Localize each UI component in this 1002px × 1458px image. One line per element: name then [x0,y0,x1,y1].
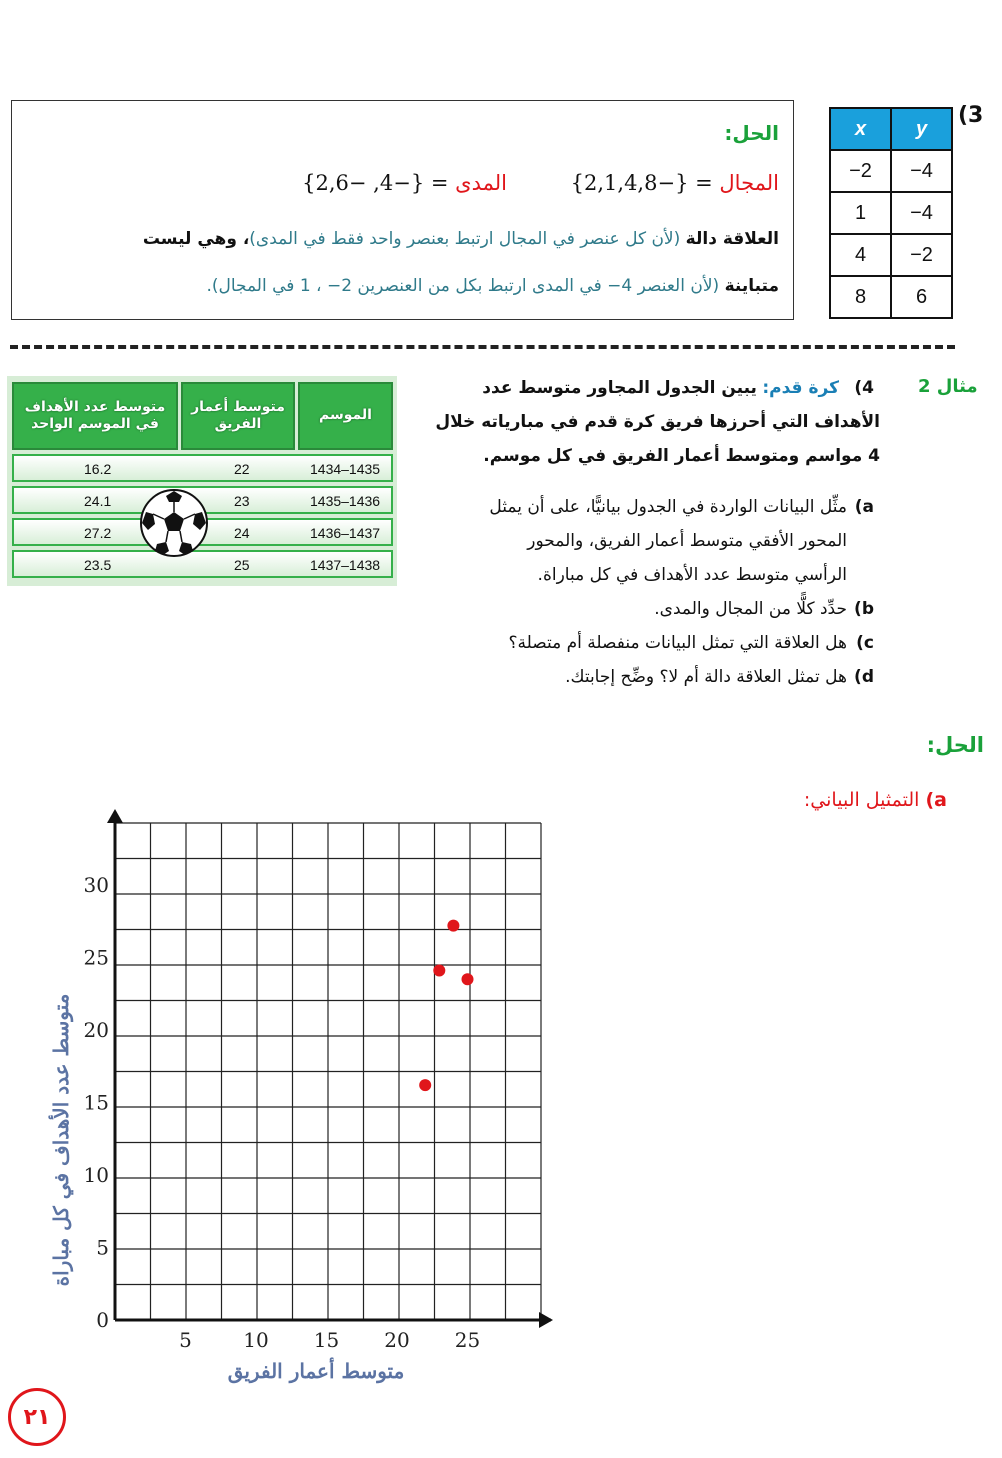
domain-line [571,171,779,195]
goals-header: متوسط عدد الأهداف في الموسم الواحد [12,382,178,450]
table-row [830,276,952,318]
season-cell: 1436–1437 [310,525,381,541]
season-cell: 1437–1438 [310,557,381,573]
domain-value: = {−2,1,4,8} [570,171,713,195]
solution-label: الحل: [724,121,779,145]
inequality-reason: (لأن العنصر 4− في المدى ارتبط بكل من العنصرين 2− ، 1 في المجال). [206,276,720,296]
y-tick-label: 15 [83,1090,109,1115]
chart-grid [115,823,541,1320]
range-line [302,171,507,195]
inequality-line [206,276,779,296]
question-number: 4) [854,378,874,398]
y-cell: −4 [891,150,952,192]
x-tick-label: 10 [243,1328,269,1352]
y-tick-label: 0 [96,1308,109,1332]
scatter-chart [30,800,570,1400]
y-axis-label: متوسط عدد الأهداف في كل مباراة [49,993,73,1287]
solution-part-letter: a) [925,789,947,811]
y-cell: 6 [891,276,952,318]
x-tick-label: 20 [384,1328,410,1352]
function-continuation: ، وهي ليست [142,229,250,249]
data-point [419,1079,431,1091]
question-intro-line-1 [434,371,874,405]
goals-cell: 27.2 [84,525,112,541]
y-cell: −4 [891,192,952,234]
xy-table [829,107,953,319]
table-row [12,454,393,482]
function-reason: (لأن كل عنصر في المجال ارتبط بعنصر واحد فقط في المدى) [249,229,681,249]
table-row [830,192,952,234]
table-header-row [830,108,952,150]
goals-cell: 23.5 [84,557,112,573]
x-axis-label: متوسط أعمار الفريق [227,1359,405,1383]
part-a-line-3: الرأسي متوسط عدد الأهداف في كل مباراة. [537,565,847,585]
page-number-badge [8,1388,66,1446]
solution-box [11,100,794,320]
part-d [407,660,874,694]
page-number: ٢١ [23,1404,51,1430]
range-label: المدى [455,171,507,195]
dashed-divider [10,345,955,349]
domain-label: المجال [719,171,779,195]
x-cell: 8 [830,276,891,318]
part-d-letter: d) [854,667,874,687]
data-point [433,965,445,977]
goals-cell: 24.1 [84,493,112,509]
table-row [830,234,952,276]
question-intro-2: الأهداف التي أحرزها فريق كرة قدم في مبارياته خلال [435,412,880,432]
part-a-line-1: مثِّل البيانات الواردة في الجدول بيانيًّا، على أن يمثل [489,497,847,517]
question-intro-1: يبين الجدول المجاور متوسط عدد [482,378,757,398]
problem-number: (3 [958,103,984,128]
goals-cell: 16.2 [84,461,112,477]
table-row [830,150,952,192]
part-b [407,592,874,626]
part-a-line-2: المحور الأفقي متوسط أعمار الفريق، والمحور [527,531,847,551]
part-a-letter: a) [854,497,874,517]
question-block [434,371,880,473]
question-topic: كرة قدم: [762,378,839,398]
x-header: x [830,108,891,150]
x-tick-label: 25 [454,1328,481,1352]
function-statement: العلاقة دالة [685,229,779,249]
y-tick-label: 25 [83,945,109,970]
season-cell: 1435–1436 [310,493,381,509]
age-cell: 23 [234,493,250,509]
question-parts [407,490,874,694]
range-value: = {−4, −2,6} [302,171,449,195]
x-cell: −2 [830,150,891,192]
chart-axes [107,809,553,1328]
solution-part-title: التمثيل البياني: [803,789,920,811]
y-tick-label: 20 [83,1018,109,1042]
y-tick-label: 5 [96,1235,109,1260]
question-intro-3: 4 مواسم ومتوسط أعمار الفريق في كل موسم. [483,446,880,466]
chart-tick-labels [84,873,481,1352]
soccer-ball-icon [139,488,209,558]
age-cell: 25 [234,557,250,573]
chart-points [419,920,473,1092]
x-axis-arrow-icon [539,1312,553,1328]
season-header: الموسم [298,382,393,450]
age-cell: 22 [234,461,250,477]
y-tick-label: 30 [83,873,109,897]
data-point [462,973,474,985]
season-cell: 1434–1435 [310,461,381,477]
example-label: مثال 2 [918,376,978,397]
function-line [143,229,779,249]
part-c [407,626,874,660]
x-tick-label: 5 [179,1328,192,1352]
part-a-solution [804,789,947,811]
y-tick-label: 10 [83,1163,109,1187]
football-table [7,376,397,586]
part-d-line: هل تمثل العلاقة دالة أم لا؟ وضِّح إجابتك. [565,667,847,687]
solution-label: الحل: [926,733,984,757]
data-point [447,920,459,932]
x-tick-label: 15 [313,1328,340,1352]
part-b-letter: b) [854,599,874,619]
y-axis-arrow-icon [107,809,123,823]
age-cell: 24 [234,525,250,541]
y-header: y [891,108,952,150]
inequality-statement: متباينة [724,276,779,296]
part-c-line: هل العلاقة التي تمثل البيانات منفصلة أم متصلة؟ [508,633,847,653]
part-a [407,490,874,592]
part-c-letter: c) [856,633,874,653]
part-b-line: حدِّد كلًّا من المجال والمدى. [654,599,847,619]
x-cell: 1 [830,192,891,234]
x-cell: 4 [830,234,891,276]
age-header: متوسط أعمار الفريق [181,382,295,450]
y-cell: −2 [891,234,952,276]
